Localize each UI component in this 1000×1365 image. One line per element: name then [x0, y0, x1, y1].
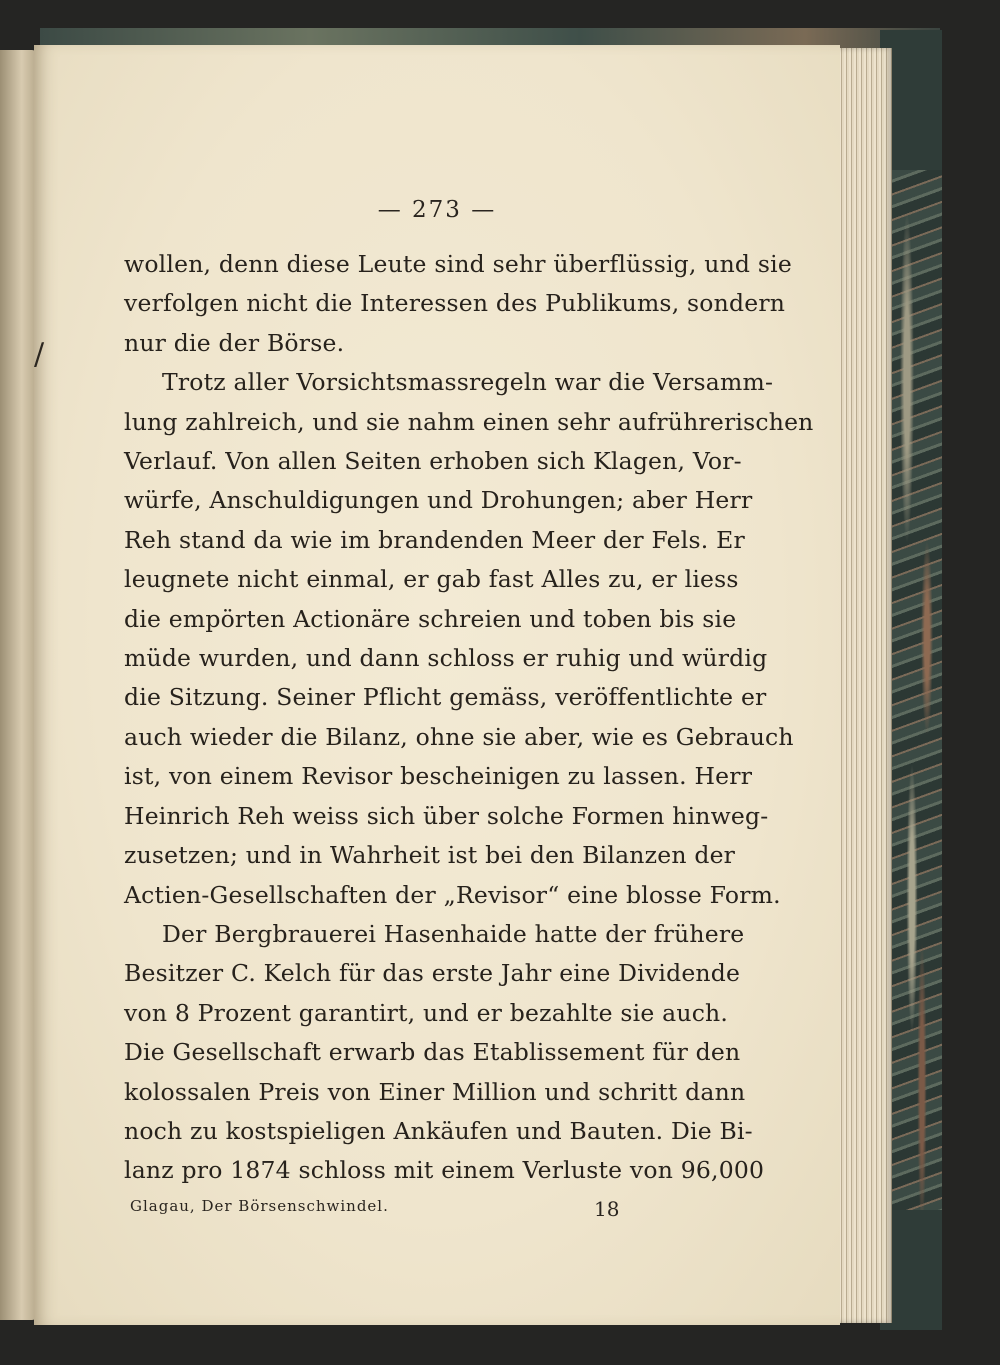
text-line: zusetzen; und in Wahrheit ist bei den Bilanzen der [124, 841, 736, 870]
text-line: lanz pro 1874 schloss mit einem Verluste von 96,000 [124, 1156, 765, 1185]
page-edges [834, 48, 892, 1323]
text-line: auch wieder die Bilanz, ohne sie aber, wie es Gebrauch [124, 722, 794, 751]
text-line: Verlauf. Von allen Seiten erhoben sich Klagen, Vor- [124, 447, 742, 476]
text-line: kolossalen Preis von Einer Million und schritt dann [124, 1077, 746, 1106]
footer-author-title: Glagau, Der Börsenschwindel. [130, 1197, 389, 1215]
book-page [34, 45, 840, 1325]
text-line: die Sitzung. Seiner Pflicht gemäss, veröffentlichte er [124, 683, 767, 712]
text-line: ist, von einem Revisor bescheinigen zu lassen. Herr [124, 762, 753, 791]
text-line: nur die der Börse. [124, 328, 345, 357]
text-line: müde wurden, und dann schloss er ruhig und würdig [124, 644, 768, 673]
text-line: Besitzer C. Kelch für das erste Jahr eine Dividende [124, 959, 741, 988]
signature-mark: 18 [594, 1197, 620, 1221]
text-line: Der Bergbrauerei Hasenhaide hatte der frühere [162, 919, 745, 948]
text-line: Heinrich Reh weiss sich über solche Formen hinweg- [124, 801, 769, 830]
text-line: die empörten Actionäre schreien und toben bis sie [124, 604, 737, 633]
margin-mark: / [34, 337, 45, 372]
marbled-cover [892, 170, 942, 1210]
text-line: leugnete nicht einmal, er gab fast Alles zu, er liess [124, 565, 739, 594]
body-text [124, 245, 814, 1191]
left-page-edge [0, 50, 36, 1320]
text-line: Trotz aller Vorsichtsmassregeln war die Versamm- [162, 368, 774, 397]
text-line: würfe, Anschuldigungen und Drohungen; aber Herr [124, 486, 753, 515]
text-line: von 8 Prozent garantirt, und er bezahlte sie auch. [124, 998, 729, 1027]
text-line: wollen, denn diese Leute sind sehr überflüssig, und sie [124, 250, 792, 278]
text-line: noch zu kostspieligen Ankäufen und Bauten. Die Bi- [124, 1116, 753, 1145]
text-line: Actien-Gesellschaften der „Revisor“ eine blosse Form. [124, 880, 781, 909]
page-number: — 273 — [377, 197, 497, 223]
text-line: Reh stand da wie im brandenden Meer der Fels. Er [124, 525, 745, 554]
text-line: Die Gesellschaft erwarb das Etablissement für den [124, 1038, 741, 1067]
text-line: verfolgen nicht die Interessen des Publikums, sondern [124, 289, 786, 318]
text-line: lung zahlreich, und sie nahm einen sehr aufrührerischen [124, 407, 814, 436]
